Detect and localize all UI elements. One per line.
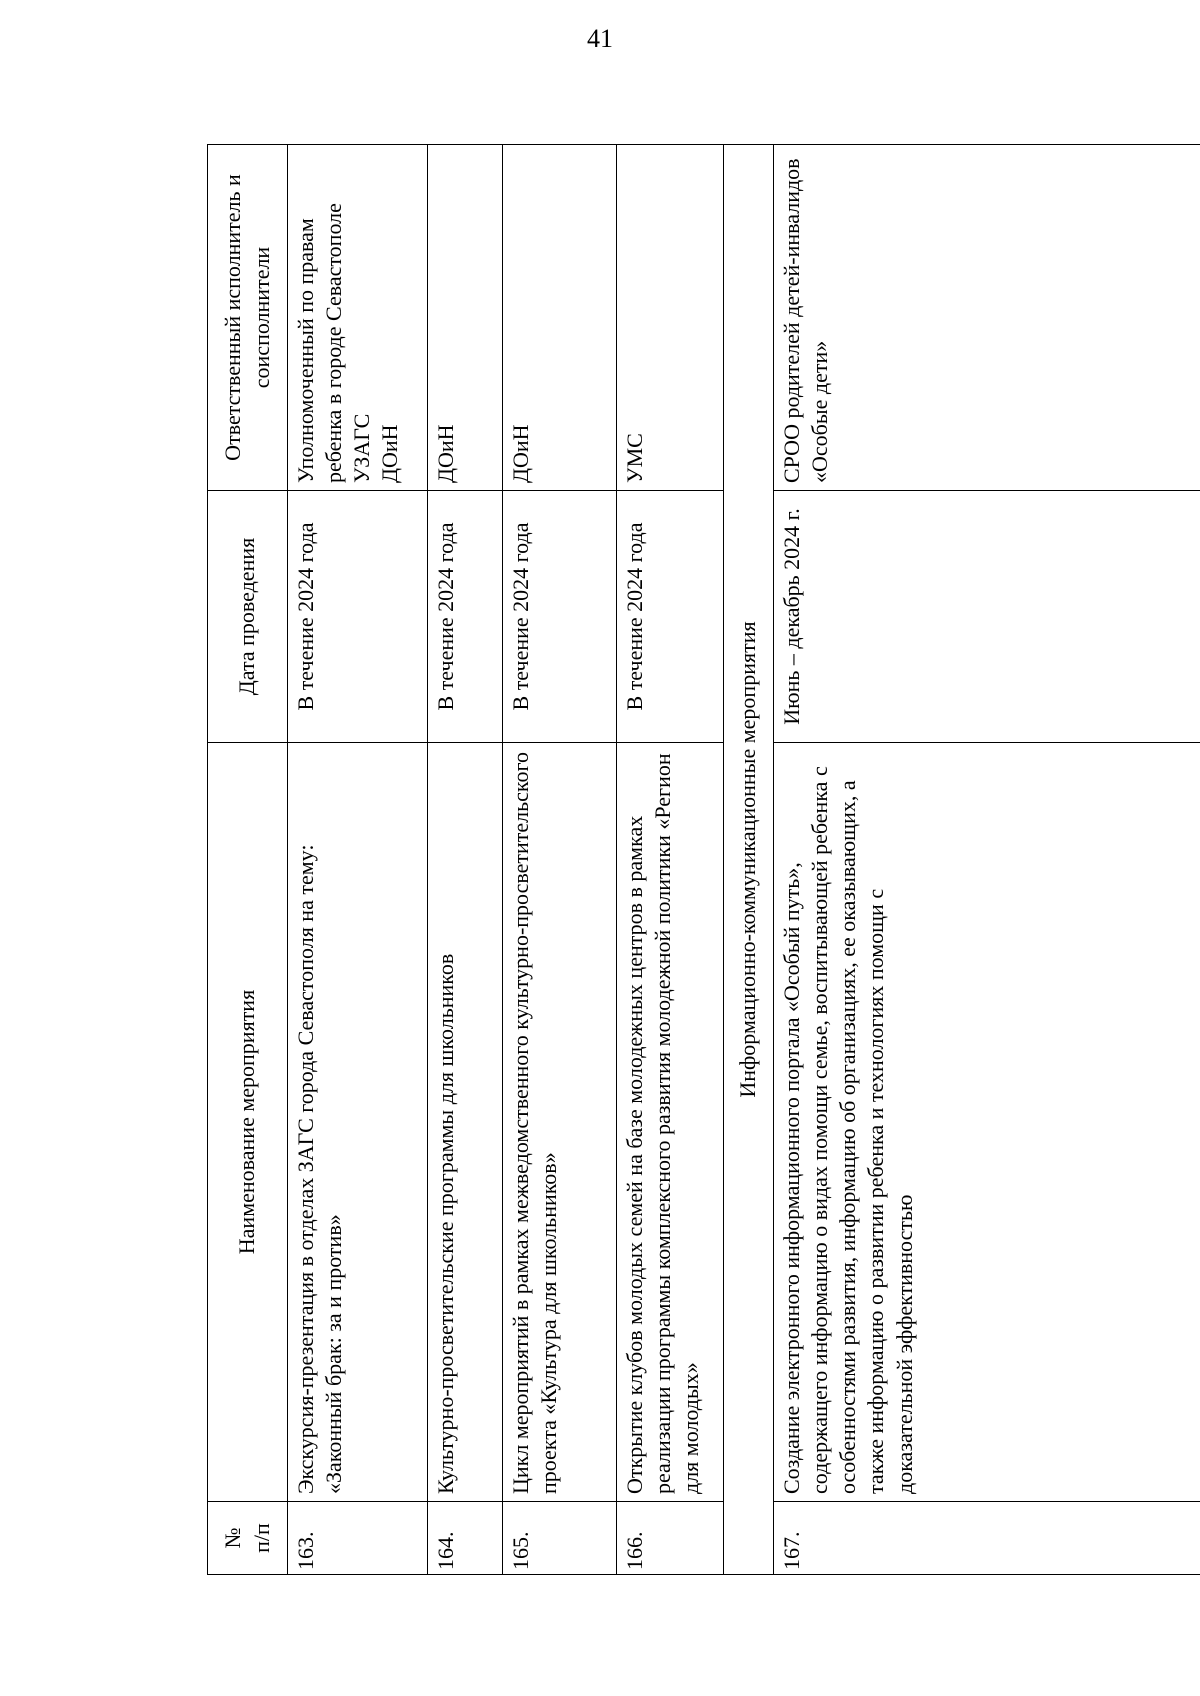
- row-responsible: ДОиН: [428, 145, 503, 491]
- row-event-name: Культурно-просветительские программы для школьников: [428, 743, 503, 1502]
- header-date: Дата проведения: [208, 491, 288, 743]
- row-num: 163.: [288, 1502, 428, 1575]
- row-date: В течение 2024 года: [617, 491, 724, 743]
- events-table: [207, 144, 1200, 1575]
- row-event-name: Открытие клубов молодых семей на базе молодежных центров в рамках реализации программы комплексного развития молодежной политики «Регион для молодых»: [617, 743, 724, 1502]
- row-responsible: ДОиН: [503, 145, 617, 491]
- row-date: Июнь – декабрь 2024 г.: [774, 491, 1200, 743]
- row-num: 165.: [503, 1502, 617, 1575]
- row-num: 167.: [774, 1502, 1200, 1575]
- page-number: 41: [587, 24, 613, 53]
- row-event-name: Создание электронного информационного портала «Особый путь», содержащего информацию о видах помощи семье, воспитывающей ребенка с особенностями развития, информацию об организациях, ее оказывающих, а также информацию о развитии ребенка и технологиях помощи с доказательной эффективностью: [774, 743, 1200, 1502]
- row-date: В течение 2024 года: [428, 491, 503, 743]
- table-row: [503, 145, 617, 1575]
- row-num: 164.: [428, 1502, 503, 1575]
- row-num: 166.: [617, 1502, 724, 1575]
- table-row: [774, 145, 1200, 1575]
- rotated-table-container: [207, 145, 1200, 1575]
- row-responsible: Уполномоченный по правам ребенка в городе Севастополе УЗАГС ДОиН: [288, 145, 428, 491]
- row-date: В течение 2024 года: [288, 491, 428, 743]
- row-responsible: СРОО родителей детей-инвалидов «Особые дети»: [774, 145, 1200, 491]
- table-row: [617, 145, 724, 1575]
- table-header-row: [208, 145, 288, 1575]
- header-num: № п/п: [208, 1502, 288, 1575]
- header-name: Наименование мероприятия: [208, 743, 288, 1502]
- row-event-name: Цикл мероприятий в рамках межведомственного культурно-просветительского проекта «Культура для школьников»: [503, 743, 617, 1502]
- row-date: В течение 2024 года: [503, 491, 617, 743]
- header-responsible: Ответственный исполнитель и соисполнители: [208, 145, 288, 491]
- row-event-name: Экскурсия-презентация в отделах ЗАГС города Севастополя на тему: «Законный брак: за и против»: [288, 743, 428, 1502]
- section-row: [724, 145, 774, 1575]
- section-title: Информационно-коммуникационные мероприятия: [724, 145, 774, 1575]
- row-responsible: УМС: [617, 145, 724, 491]
- table-row: [288, 145, 428, 1575]
- table-row: [428, 145, 503, 1575]
